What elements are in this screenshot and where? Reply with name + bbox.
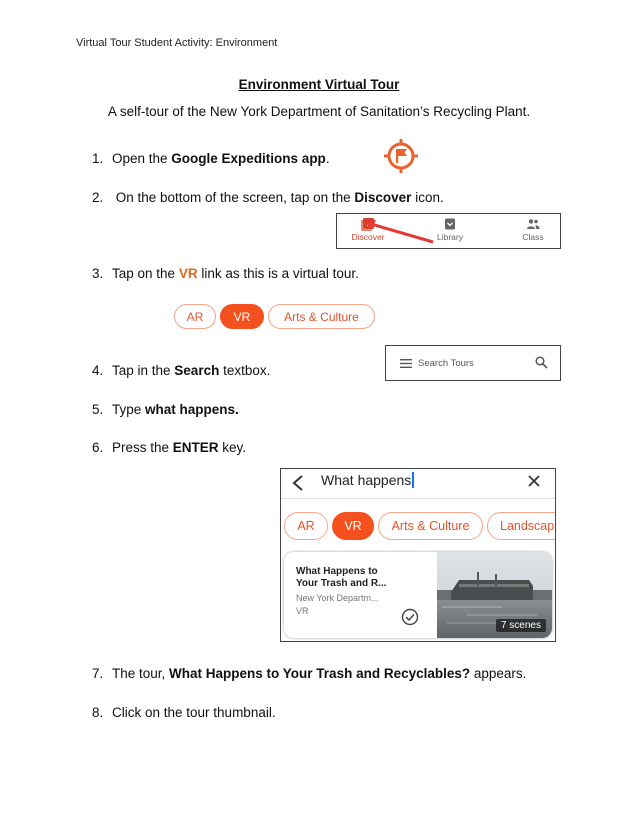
step-5: [92, 402, 239, 417]
step-text: Tap in the: [112, 363, 175, 378]
step-8: [92, 705, 276, 720]
step-text: Press the: [112, 440, 173, 455]
tour-type: VR: [296, 606, 309, 616]
step-bold: what happens.: [145, 402, 239, 417]
search-icon: [535, 356, 548, 369]
search-tours-box[interactable]: [385, 345, 561, 381]
step-number: 2.: [92, 190, 104, 205]
step-text: .: [271, 705, 276, 720]
step-text: Open the: [112, 151, 172, 166]
result-chip-vr[interactable]: VR: [332, 512, 374, 540]
step-number: 6.: [92, 440, 104, 455]
divider: [281, 498, 555, 499]
scenes-count-badge: 7 scenes: [496, 619, 546, 632]
step-2: [92, 190, 444, 205]
step-bold: What Happens to Your Trash and Recyclables?: [169, 666, 471, 681]
step-text: On the bottom of the screen, tap on the: [112, 190, 355, 205]
nav-discover-label: Discover: [351, 232, 385, 242]
chip-vr[interactable]: VR: [220, 304, 264, 329]
step-7: [92, 666, 526, 681]
nav-library-label: Library: [437, 232, 463, 242]
bottom-nav-screenshot: [336, 213, 561, 249]
step-bold: VR: [178, 266, 198, 281]
page-title: Environment Virtual Tour: [238, 77, 400, 92]
search-results-screenshot: [280, 468, 556, 642]
step-text: Tap on the: [112, 266, 179, 281]
result-chip-ar[interactable]: AR: [284, 512, 328, 540]
tour-publisher: New York Departm...: [296, 593, 379, 603]
step-number: 8.: [92, 705, 104, 720]
page-header: Virtual Tour Student Activity: Environment: [76, 37, 278, 49]
step-text: key.: [218, 440, 247, 455]
tour-title-line: Your Trash and R...: [296, 578, 387, 589]
step-number: 3.: [92, 266, 104, 281]
back-arrow-icon[interactable]: [291, 474, 305, 492]
tour-title-line: What Happens to: [296, 566, 378, 577]
step-text: icon.: [411, 190, 444, 205]
search-query-text: What happens: [321, 472, 412, 488]
class-people-icon: [526, 217, 540, 231]
step-3: [92, 266, 359, 281]
library-icon: [443, 217, 457, 231]
menu-icon: [400, 359, 412, 368]
step-text: Click on the tour thumbnail: [112, 705, 272, 720]
tour-thumbnail[interactable]: [437, 552, 552, 638]
search-tours-placeholder: Search Tours: [418, 358, 474, 369]
page-subtitle: A self-tour of the New York Department of Sanitation’s Recycling Plant.: [107, 104, 531, 119]
result-chip-arts-culture[interactable]: Arts & Culture: [378, 512, 483, 540]
result-chip-landscapes[interactable]: Landscap: [487, 512, 556, 540]
close-icon[interactable]: [527, 474, 541, 488]
text-caret: [412, 472, 414, 488]
step-1: [92, 151, 330, 166]
step-text: .: [325, 151, 330, 166]
step-text: The tour,: [112, 666, 170, 681]
step-bold: Discover: [354, 190, 412, 205]
step-4: [92, 363, 270, 378]
tour-result-card[interactable]: [284, 552, 552, 638]
check-circle-icon[interactable]: [401, 608, 419, 626]
nav-class-label: Class: [522, 232, 544, 242]
chip-arts-culture[interactable]: Arts & Culture: [268, 304, 375, 329]
expeditions-app-icon: [383, 138, 419, 174]
step-bold: ENTER: [172, 440, 219, 455]
nav-class[interactable]: [503, 217, 563, 242]
chip-ar[interactable]: AR: [174, 304, 216, 329]
step-number: 4.: [92, 363, 104, 378]
search-query-field[interactable]: [321, 472, 414, 488]
step-text: link as this is a virtual tour.: [197, 266, 359, 281]
tour-title: [296, 566, 416, 590]
step-text: appears.: [470, 666, 527, 681]
pointer-arrow-icon: [357, 216, 437, 248]
step-bold: Search: [174, 363, 220, 378]
step-number: 5.: [92, 402, 104, 417]
step-text: textbox.: [219, 363, 271, 378]
step-text: Type: [112, 402, 146, 417]
step-6: [92, 440, 246, 455]
step-number: 1.: [92, 151, 104, 166]
step-number: 7.: [92, 666, 104, 681]
step-bold: Google Expeditions app: [171, 151, 326, 166]
